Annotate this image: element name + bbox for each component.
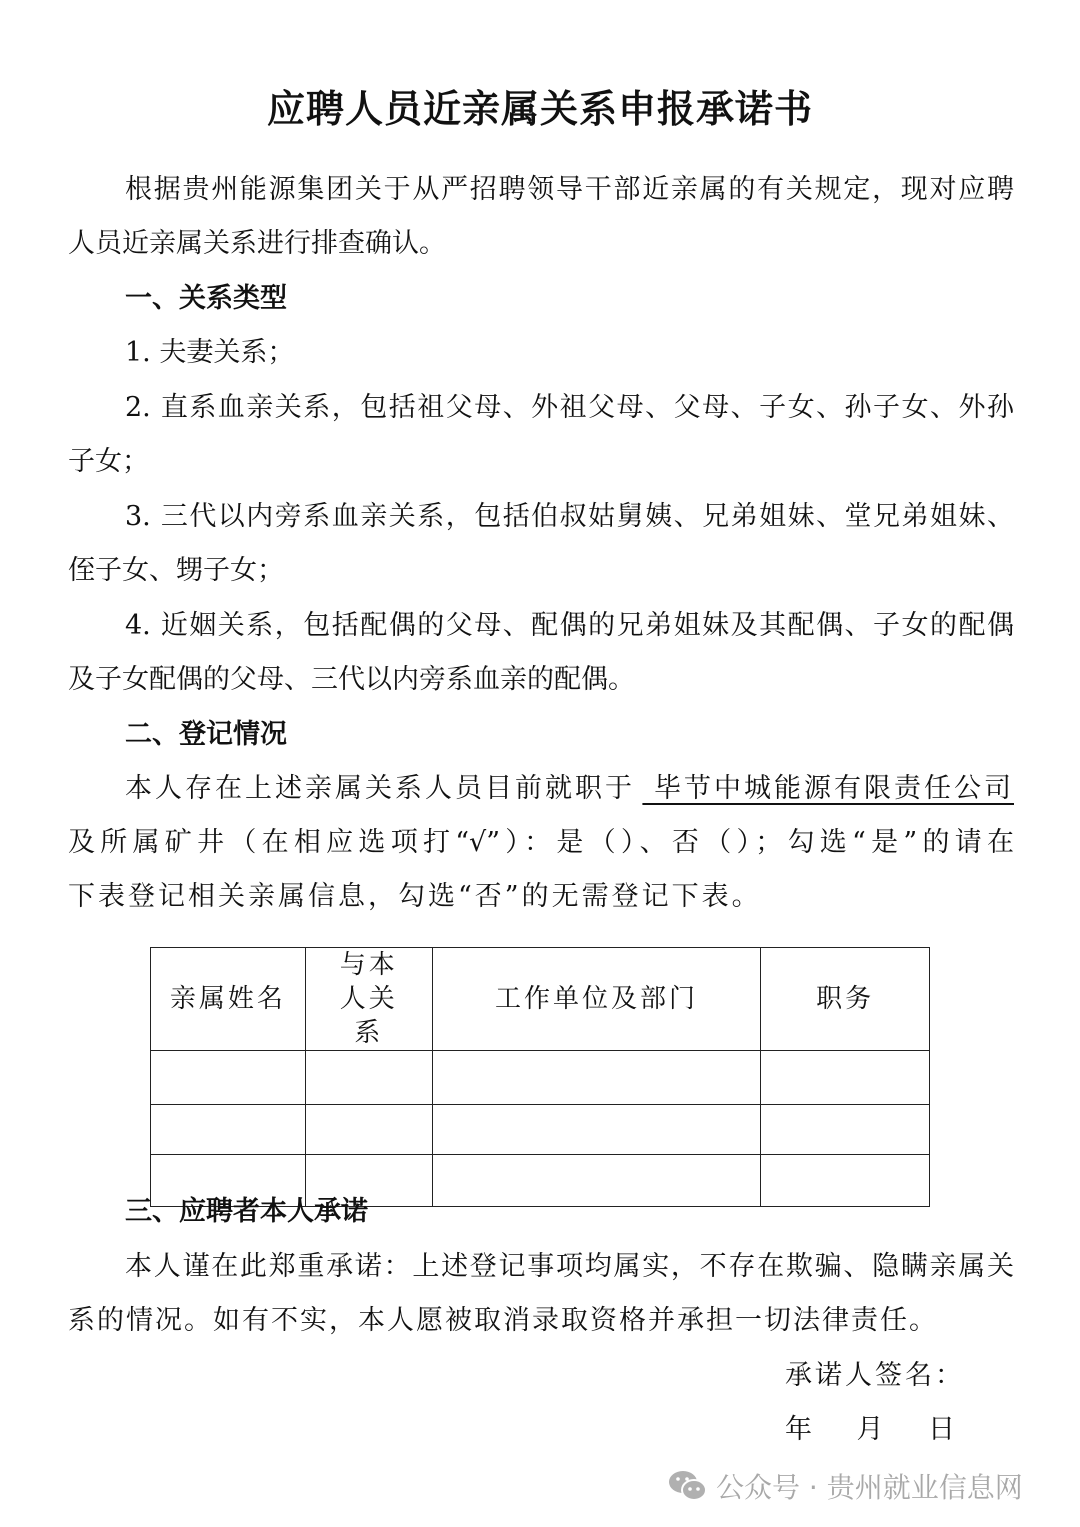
date-line [785,1410,955,1450]
registration-line-2: 及所属矿井（在相应选项打“√”）：是（）、否（）；勾选“是”的请在 [68,827,1014,858]
date-day: 日 [928,1414,955,1445]
relatives-table [150,947,930,1207]
item-3-line-2: 侄子女、甥子女； [68,555,284,586]
cell-workplace[interactable] [432,1051,761,1105]
registration-prefix: 本人存在上述亲属关系人员目前就职于 [125,773,635,804]
item-4-line-1: 4. 近姻关系，包括配偶的父母、配偶的兄弟姐妹及其配偶、子女的配偶 [125,610,1014,641]
date-year: 年 [785,1414,812,1445]
watermark [668,1466,1023,1506]
cell-workplace[interactable] [432,1105,761,1155]
company-name: 毕节中城能源有限责任公司 [642,773,1014,804]
cell-name[interactable] [151,1051,306,1105]
pledge-line-1: 本人谨在此郑重承诺：上述登记事项均属实，不存在欺骗、隐瞒亲属关 [125,1251,1014,1282]
header-relation: 与本人关系 [305,948,432,1051]
cell-position[interactable] [761,1105,930,1155]
section3-heading: 三、应聘者本人承诺 [125,1196,368,1227]
section2-heading: 二、登记情况 [125,719,287,750]
cell-name[interactable] [151,1105,306,1155]
intro-line-2: 人员近亲属关系进行排查确认。 [68,228,446,259]
item-4-line-2: 及子女配偶的父母、三代以内旁系血亲的配偶。 [68,664,635,695]
section1-heading: 一、关系类型 [125,283,287,314]
header-workplace: 工作单位及部门 [432,948,761,1051]
item-2-line-2: 子女； [68,446,149,477]
item-3-line-1: 3. 三代以内旁系血亲关系，包括伯叔姑舅姨、兄弟姐妹、堂兄弟姐妹、 [125,501,1014,532]
registration-line-3: 下表登记相关亲属信息，勾选“否”的无需登记下表。 [68,881,762,912]
item-1: 1. 夫妻关系； [125,337,295,368]
item-2-line-1: 2. 直系血亲关系，包括祖父母、外祖父母、父母、子女、孙子女、外孙 [125,392,1014,423]
wechat-icon [668,1469,708,1503]
header-name: 亲属姓名 [151,948,306,1051]
registration-line-1 [125,769,1014,809]
table-row [151,1051,930,1105]
watermark-text: 公众号 · 贵州就业信息网 [716,1471,1023,1504]
cell-relation[interactable] [305,1051,432,1105]
date-month: 月 [856,1414,884,1445]
document-title: 应聘人员近亲属关系申报承诺书 [266,86,813,131]
signature-label: 承诺人签名： [785,1360,965,1391]
intro-line-1: 根据贵州能源集团关于从严招聘领导干部近亲属的有关规定，现对应聘 [125,174,1014,205]
cell-relation[interactable] [305,1105,432,1155]
table-row [151,1105,930,1155]
header-position: 职务 [761,948,930,1051]
pledge-line-2: 系的情况。如有不实，本人愿被取消录取资格并承担一切法律责任。 [68,1305,938,1336]
cell-position[interactable] [761,1051,930,1105]
